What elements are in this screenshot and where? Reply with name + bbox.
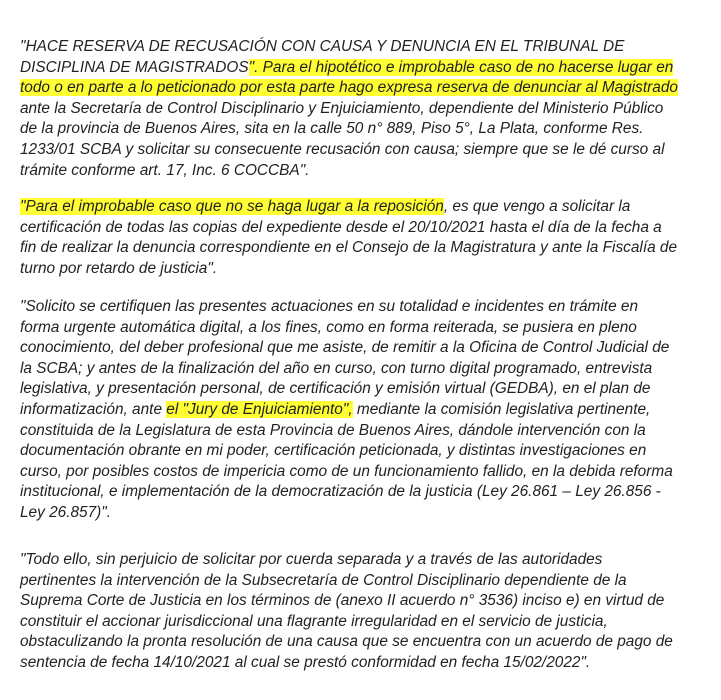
paragraph-2-highlighted-text: "Para el improbable caso que no se haga lugar a la reposición <box>20 198 444 215</box>
paragraph-3-body-text-a: "Solicito se certifiquen las presentes actuaciones en su totalidad e incidentes en trámite en forma urgente automática digital, a los fines, como en forma reiterada, se pusiera en pleno conocimiento, del deber profesional que me asiste, de remitir a la Oficina de Control Judicial de la SCBA; y antes de la finalización del año en curso, con turno digital programado, entrevista legislativa, y presentación personal, de certificación y emisión virtual (GEDBA), en el plan de informatización, ante <box>20 298 670 418</box>
paragraph-1-heading-text: "HACE RESERVA DE RECUSACIÓN CON CAUSA Y DENUNCIA EN EL TRIBUNAL DE DISCIPLINA DE MAGISTRADOS <box>20 38 625 76</box>
paragraph-3-highlighted-text: el "Jury de Enjuiciamiento", <box>166 400 353 418</box>
paragraph-1-highlighted-text: ". Para el hipotético e improbable caso de no hacerse lugar en todo o en parte a lo peticionado por esta parte hago expresa reserva de denunciar al Magistrado <box>20 58 678 97</box>
paragraph-4-body-text: "Todo ello, sin perjuicio de solicitar por cuerda separada y a través de las autoridades pertinentes la intervención de la Subsecretaría de Control Disciplinario dependiente de la Suprema Corte de Justicia en los términos de (anexo II acuerdo n° 3536) inciso e) en virtud de constituir el accionar jurisdiccional una flagrante irregularidad en el servicio de justicia, obstaculizando la pronta resolución de una causa que se encuentra con un acuerdo de pago de sentencia de fecha 14/10/2021 al cual se prestó conformidad en fecha 15/02/2022". <box>20 551 673 671</box>
paragraph-subsecretaria <box>20 550 710 674</box>
paragraph-certificacion <box>20 297 710 524</box>
paragraph-1-body-text: ante la Secretaría de Control Disciplinario y Enjuiciamiento, dependiente del Ministerio Público de la provincia de Buenos Aires, sita en la calle 50 n° 889, Piso 5°, La Plata, conforme Res. 1233/01 SCBA y solicitar su consecuente recusación con causa; siempre que se le dé curso al trámite conforme art. 17, Inc. 6 COCCBA". <box>20 99 665 179</box>
paragraph-reserva-recusacion <box>20 37 710 181</box>
paragraph-3-body-text-b: mediante la comisión legislativa pertinente, constituida de la Legislatura de esta Provincia de Buenos Aires, dándole intervención con la documentación obrante en mi poder, certificación peticionada, y distintas investigaciones en curso, por posibles costos de impericia como de un funcionamiento fallido, en la debida reforma institucional, e implementación de la democratización de la justicia (Ley 26.861 – Ley 26.856 - Ley 26.857)". <box>20 400 673 521</box>
paragraph-2-body-text: , es que vengo a solicitar la certificación de todas las copias del expediente desde el 20/10/2021 hasta el día de la fecha a fin de realizar la denuncia correspondiente en el Consejo de la Magistratura y ante la Fiscalía de turno por retardo de justicia". <box>20 198 678 277</box>
paragraph-reposicion <box>20 197 710 279</box>
